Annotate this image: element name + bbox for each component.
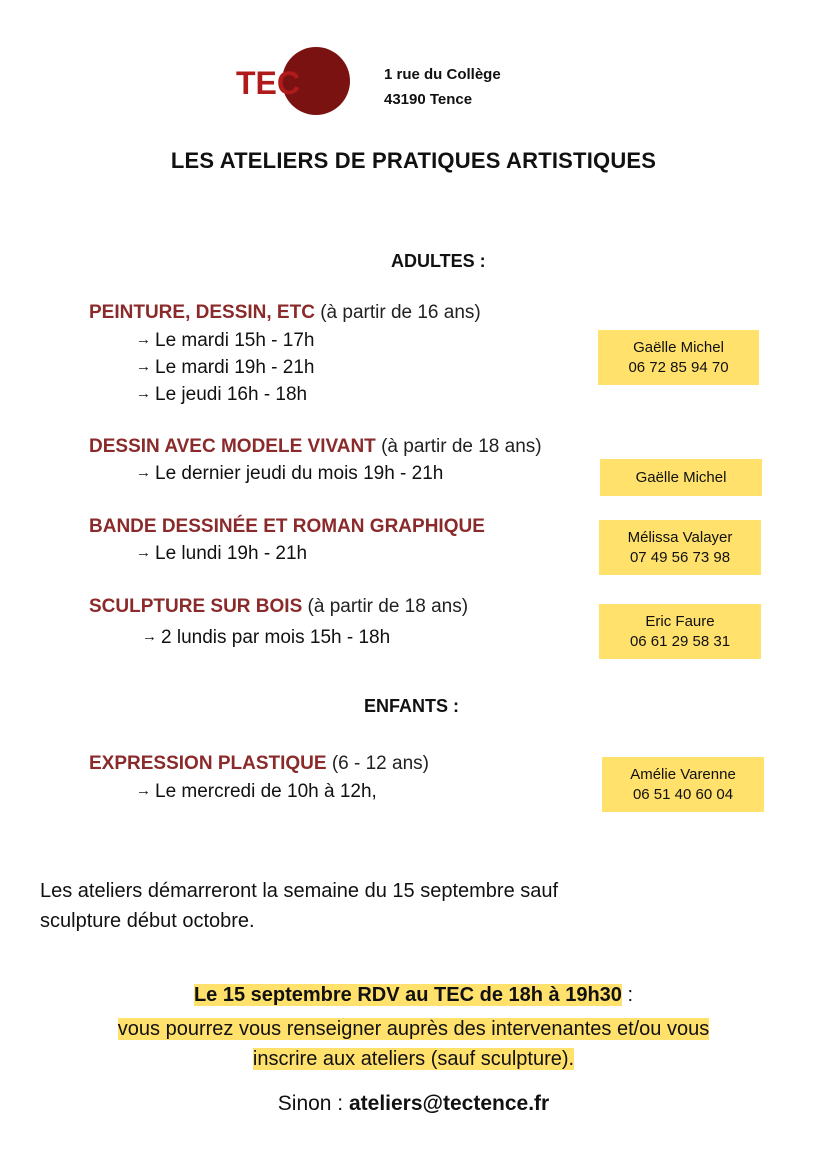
activity-age: (à partir de 18 ans) [375, 436, 542, 457]
activity-name: EXPRESSION PLASTIQUE [89, 753, 327, 774]
address-line-city: 43190 Tence [384, 91, 473, 108]
activity-title-modele-vivant [89, 436, 542, 458]
note-line: sculpture début octobre. [40, 910, 255, 932]
activity-name: BANDE DESSINÉE ET ROMAN GRAPHIQUE [89, 516, 485, 537]
schedule-item: → Le mardi 15h - 17h [136, 328, 315, 355]
schedule-item: → Le mercredi de 10h à 12h, [136, 779, 377, 806]
arrow-icon: → [136, 544, 151, 561]
contact-phone: 06 72 85 94 70 [628, 358, 729, 376]
contact-box [602, 757, 764, 812]
address-line-street: 1 rue du Collège [384, 66, 501, 83]
contact-phone: 06 61 29 58 31 [629, 632, 731, 650]
activity-name: DESSIN AVEC MODELE VIVANT [89, 436, 376, 457]
activity-title-expression [89, 753, 429, 775]
info-line: vous pourrez vous renseigner auprès des intervenantes et/ou vous [117, 1018, 710, 1040]
contact-box [599, 520, 761, 575]
contact-box [599, 604, 761, 659]
activity-title-sculpture [89, 596, 468, 618]
contact-name: Eric Faure [645, 612, 715, 630]
rdv-suffix: : [621, 984, 634, 1006]
rdv-info [0, 1014, 827, 1074]
arrow-icon: → [136, 464, 151, 481]
arrow-icon: → [142, 628, 157, 645]
email-link[interactable]: ateliers@tectence.fr [348, 1092, 550, 1115]
schedule-item: → Le lundi 19h - 21h [136, 541, 307, 568]
contact-name: Amélie Varenne [630, 765, 736, 783]
schedule-item: → 2 lundis par mois 15h - 18h [142, 625, 390, 652]
schedule-list [142, 625, 390, 652]
activity-age: (à partir de 16 ans) [314, 302, 481, 323]
logo-text: TEC [236, 65, 300, 101]
contact-box [600, 459, 762, 496]
activity-age: (6 - 12 ans) [326, 753, 429, 774]
rdv-line [0, 980, 827, 1010]
info-line: inscrire aux ateliers (sauf sculpture). [252, 1048, 575, 1070]
adults-heading: ADULTES : [391, 251, 486, 271]
email-prefix: Sinon : [277, 1092, 349, 1115]
tec-logo [236, 46, 352, 116]
activity-title-peinture [89, 302, 481, 324]
contact-phone: 06 51 40 60 04 [632, 785, 734, 803]
activity-name: SCULPTURE SUR BOIS [89, 596, 303, 617]
schedule-list [136, 541, 307, 568]
page-title: LES ATELIERS DE PRATIQUES ARTISTIQUES [170, 148, 657, 173]
arrow-icon: → [136, 782, 151, 799]
schedule-item: → Le dernier jeudi du mois 19h - 21h [136, 461, 443, 488]
arrow-icon: → [136, 385, 151, 402]
contact-name: Gaëlle Michel [635, 468, 727, 486]
rdv-highlight: Le 15 septembre RDV au TEC de 18h à 19h30 [193, 984, 622, 1006]
start-note [40, 876, 800, 936]
contact-name: Gaëlle Michel [633, 338, 724, 356]
activity-age: (à partir de 18 ans) [302, 596, 469, 617]
contact-phone: 07 49 56 73 98 [629, 548, 731, 566]
contact-name: Mélissa Valayer [627, 528, 733, 546]
activity-title-bd [89, 516, 485, 538]
schedule-list [136, 461, 443, 488]
schedule-list [136, 779, 377, 806]
email-contact [0, 1092, 827, 1116]
note-line: Les ateliers démarreront la semaine du 15 septembre sauf [40, 880, 559, 902]
schedule-item: → Le mardi 19h - 21h [136, 355, 315, 382]
address [384, 62, 501, 112]
children-heading: ENFANTS : [364, 696, 460, 716]
arrow-icon: → [136, 358, 151, 375]
schedule-item: → Le jeudi 16h - 18h [136, 382, 315, 409]
arrow-icon: → [136, 331, 151, 348]
contact-box [598, 330, 759, 385]
activity-name: PEINTURE, DESSIN, ETC [89, 302, 315, 323]
schedule-list [136, 328, 315, 409]
